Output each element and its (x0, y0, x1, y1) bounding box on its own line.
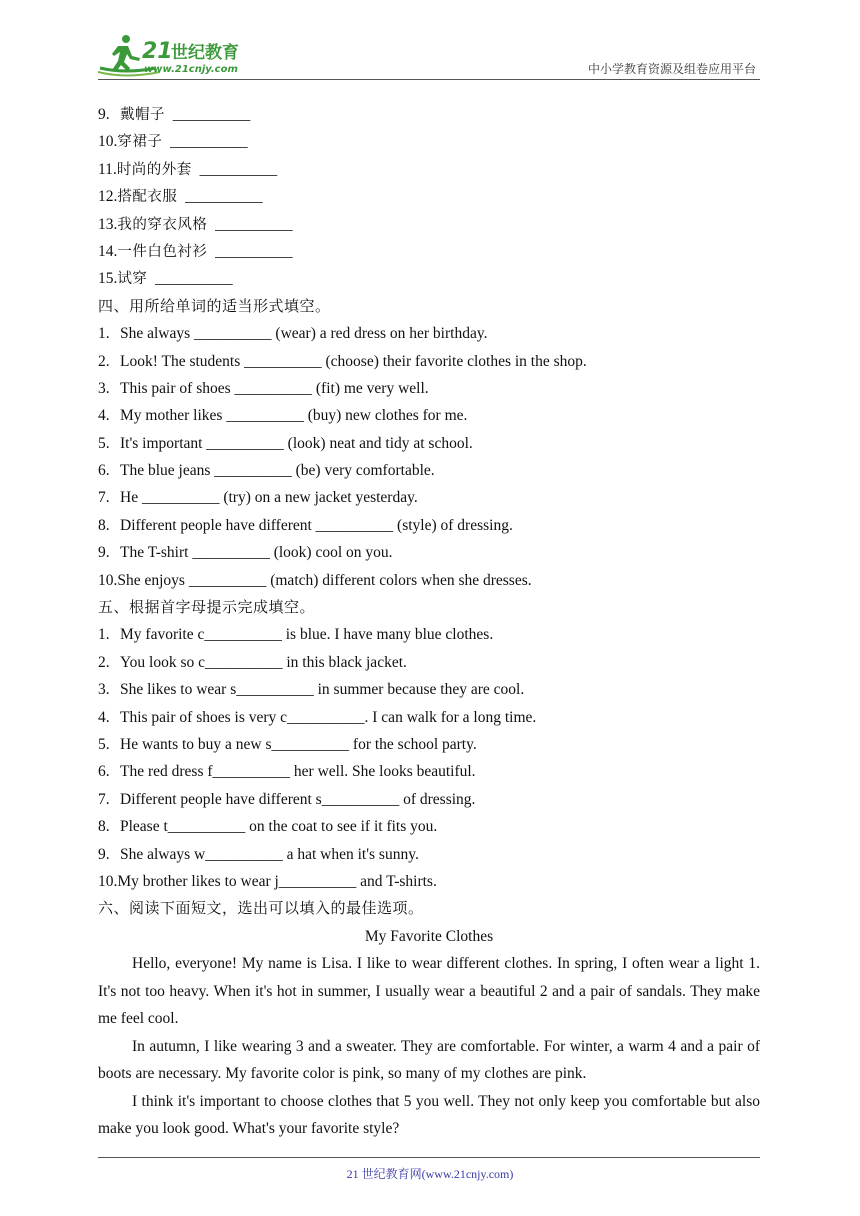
list-item: 14.一件白色衬衫 __________ (98, 242, 293, 260)
question-item: 3. This pair of shoes __________ (fit) me very well. (98, 379, 429, 397)
site-logo[interactable] (96, 32, 266, 80)
passage-title: My Favorite Clothes (364, 927, 494, 945)
list-item: 10.穿裙子 __________ (98, 133, 248, 151)
section5-heading: 五、根据首字母提示完成填空。 (98, 598, 316, 617)
question-item: 5. He wants to buy a new s__________ for the school party. (98, 735, 477, 753)
passage-paragraph: I think it's important to choose clothes that 5 you well. They not only keep you comfortable but also make you look good. What's your favorite style? (98, 1092, 760, 1138)
question-item: 6. The blue jeans __________ (be) very comfortable. (98, 462, 435, 480)
page-header (0, 0, 860, 82)
question-item: 2. Look! The students __________ (choose) their favorite clothes in the shop. (98, 352, 587, 370)
question-item: 4. This pair of shoes is very c__________. I can walk for a long time. (98, 708, 537, 726)
question-item: 1. She always __________ (wear) a red dress on her birthday. (98, 325, 488, 343)
list-item: 11.时尚的外套 __________ (98, 160, 278, 178)
question-item: 5. It's important __________ (look) neat and tidy at school. (98, 434, 473, 452)
list-item: 9. 戴帽子 __________ (98, 106, 251, 123)
list-item: 12.搭配衣服 __________ (98, 188, 263, 206)
svg-text:www.21cnjy.com: www.21cnjy.com (144, 64, 238, 75)
section4-list (98, 320, 760, 594)
header-divider (98, 79, 760, 80)
platform-label: 中小学教育资源及组卷应用平台 (587, 62, 756, 76)
section4-heading: 四、用所给单词的适当形式填空。 (98, 296, 331, 315)
list-item: 13.我的穿衣风格 __________ (98, 215, 293, 233)
section5-list (98, 621, 760, 895)
question-item: 2. You look so c__________ in this black jacket. (98, 653, 407, 671)
runner-logo-icon (96, 32, 266, 80)
passage-paragraph: In autumn, I like wearing 3 and a sweater. They are comfortable. For winter, a warm 4 and a pair of boots are necessary. My favorite color is pink, so many of my clothes are pink. (98, 1037, 760, 1083)
question-item: 1. My favorite c__________ is blue. I have many blue clothes. (98, 626, 494, 644)
footer-divider (98, 1157, 760, 1158)
question-item: 7. Different people have different s__________ of dressing. (98, 790, 476, 808)
footer-link[interactable]: 21 世纪教育网(www.21cnjy.com) (346, 1167, 514, 1181)
svg-text:21: 21 (142, 39, 173, 64)
question-item: 8. Different people have different __________ (style) of dressing. (98, 516, 513, 534)
list-item: 15.试穿 __________ (98, 270, 233, 288)
svg-text:世纪教育: 世纪教育 (171, 43, 239, 63)
question-item: 3. She likes to wear s__________ in summer because they are cool. (98, 681, 525, 699)
question-item: 10.She enjoys __________ (match) different colors when she dresses. (98, 571, 532, 589)
worksheet-content (98, 101, 760, 1143)
section6-heading: 六、阅读下面短文，选出可以填入的最佳选项。 (98, 899, 424, 918)
question-item: 7. He __________ (try) on a new jacket yesterday. (98, 489, 418, 507)
question-item: 9. She always w__________ a hat when it's sunny. (98, 845, 419, 863)
question-item: 9. The T-shirt __________ (look) cool on you. (98, 544, 393, 562)
question-item: 8. Please t__________ on the coat to see if it fits you. (98, 818, 438, 836)
question-item: 6. The red dress f__________ her well. She looks beautiful. (98, 763, 476, 781)
question-item: 10.My brother likes to wear j__________ and T-shirts. (98, 872, 437, 890)
question-item: 4. My mother likes __________ (buy) new clothes for me. (98, 407, 468, 425)
section3-list (98, 101, 760, 293)
passage-paragraph: Hello, everyone! My name is Lisa. I like to wear different clothes. In spring, I often wear a light 1. It's not too heavy. When it's hot in summer, I usually wear a beautiful 2 and a pair of sandals. They make me feel cool. (98, 955, 760, 1028)
